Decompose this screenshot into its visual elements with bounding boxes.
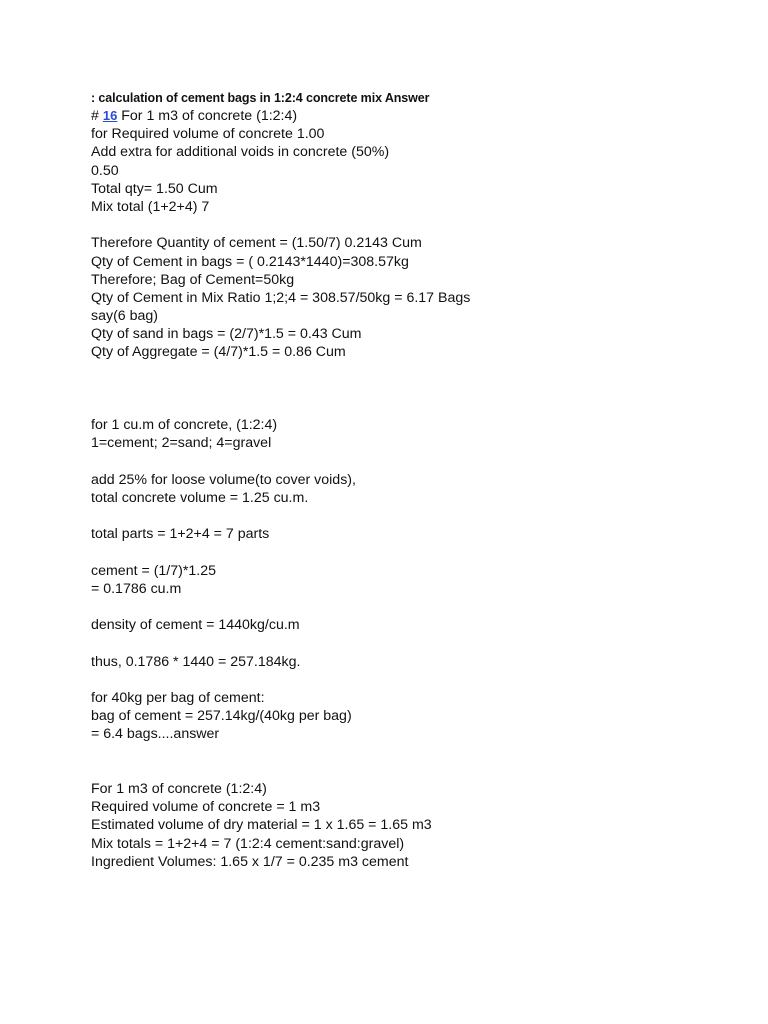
- text-line: bag of cement = 257.14kg/(40kg per bag): [91, 708, 352, 725]
- text-line: for 1 cu.m of concrete, (1:2:4): [91, 417, 278, 434]
- blank-line: [91, 507, 731, 525]
- text-line: for 40kg per bag of cement:: [91, 690, 265, 706]
- text-line: cement = (1/7)*1.25: [91, 562, 216, 579]
- text-line: Qty of Cement in Mix Ratio 1;2;4 = 308.57/50kg = 6.17 Bags: [91, 289, 471, 306]
- blank-line: [91, 380, 731, 398]
- hash-prefix: #: [91, 108, 103, 124]
- text-line: Estimated volume of dry material = 1 x 1.65 = 1.65 m3: [91, 817, 432, 834]
- text-line: Required volume of concrete = 1 m3: [91, 799, 321, 816]
- answer-number-link[interactable]: 16: [102, 108, 118, 123]
- text-line: add 25% for loose volume(to cover voids),: [91, 471, 356, 488]
- blank-line: [91, 398, 731, 416]
- text-line: 1=cement; 2=sand; 4=gravel: [91, 435, 272, 452]
- text-line: Ingredient Volumes: 1.65 x 1/7 = 0.235 m3 cement: [91, 853, 409, 870]
- text-line: 0.50: [91, 162, 119, 179]
- text-line: say(6 bag): [91, 308, 159, 325]
- text-line: total concrete volume = 1.25 cu.m.: [91, 489, 309, 506]
- text-line: thus, 0.1786 * 1440 = 257.184kg.: [91, 653, 301, 670]
- text-line: Mix totals = 1+2+4 = 7 (1:2:4 cement:sand:gravel): [91, 835, 405, 852]
- reference-line: [91, 107, 731, 125]
- text-line: Mix total (1+2+4) 7: [91, 198, 210, 215]
- text-line: For 1 m3 of concrete (1:2:4): [91, 780, 267, 797]
- blank-line: [91, 216, 731, 234]
- document-heading: : calculation of cement bags in 1:2:4 concrete mix Answer: [91, 91, 430, 105]
- blank-line: [91, 671, 731, 689]
- text-line: total parts = 1+2+4 = 7 parts: [91, 526, 270, 543]
- blank-line: [91, 544, 731, 562]
- reference-text: For 1 m3 of concrete (1:2:4): [117, 108, 298, 124]
- blank-line: [91, 634, 731, 652]
- text-line: = 0.1786 cu.m: [91, 580, 182, 597]
- blank-line: [91, 362, 731, 380]
- document-page: [91, 89, 731, 871]
- blank-line: [91, 453, 731, 471]
- blank-line: [91, 762, 731, 780]
- text-line: density of cement = 1440kg/cu.m: [91, 617, 300, 634]
- text-line: = 6.4 bags....answer: [91, 726, 220, 743]
- text-line: Add extra for additional voids in concrete (50%): [91, 144, 390, 161]
- blank-line: [91, 598, 731, 616]
- text-line: Therefore; Bag of Cement=50kg: [91, 271, 295, 288]
- text-line: Therefore Quantity of cement = (1.50/7) 0.2143 Cum: [91, 235, 422, 252]
- text-line: Total qty= 1.50 Cum: [91, 180, 218, 197]
- text-line: Qty of Aggregate = (4/7)*1.5 = 0.86 Cum: [91, 344, 346, 361]
- text-line: Qty of Cement in bags = ( 0.2143*1440)=308.57kg: [91, 253, 409, 270]
- text-line: for Required volume of concrete 1.00: [91, 126, 325, 143]
- text-line: Qty of sand in bags = (2/7)*1.5 = 0.43 Cum: [91, 326, 362, 343]
- blank-line: [91, 744, 731, 762]
